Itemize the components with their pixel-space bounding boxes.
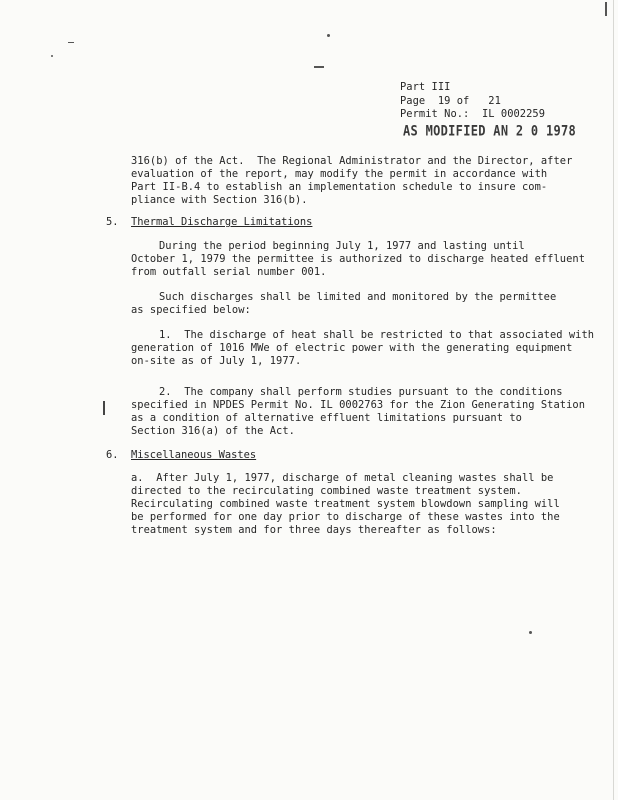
modified-stamp: AS MODIFIED AN 2 0 1978 <box>403 122 577 140</box>
scan-speck <box>529 631 532 634</box>
scan-speck <box>68 42 74 43</box>
page-header <box>400 81 545 122</box>
list-item-line: 1. The discharge of heat shall be restricted to that associated with <box>159 329 595 341</box>
list-item-line: as a condition of alternative effluent limitations pursuant to <box>131 412 522 424</box>
intro-line: pliance with Section 316(b). <box>131 194 308 206</box>
paragraph-line: Recirculating combined waste treatment system blowdown sampling will <box>131 498 560 510</box>
header-part: Part III <box>400 81 451 93</box>
section-title: Thermal Discharge Limitations <box>131 216 313 228</box>
list-item-line: on-site as of July 1, 1977. <box>131 355 302 367</box>
paragraph-line: During the period beginning July 1, 1977 and lasting until <box>159 240 525 252</box>
paragraph-line: be performed for one day prior to discharge of these wastes into the <box>131 511 560 523</box>
paragraph-line: treatment system and for three days thereafter as follows: <box>131 524 497 536</box>
intro-line: Part II-B.4 to establish an implementation schedule to insure com- <box>131 181 548 193</box>
paragraph-line: as specified below: <box>131 304 251 316</box>
list-item-line: specified in NPDES Permit No. IL 0002763 for the Zion Generating Station <box>131 399 586 411</box>
scan-speck <box>327 34 330 37</box>
scan-speck <box>51 55 53 57</box>
margin-mark <box>103 401 105 415</box>
intro-line: 316(b) of the Act. The Regional Administrator and the Director, after <box>131 155 573 167</box>
header-permit-number: Permit No.: IL 0002259 <box>400 108 546 120</box>
paragraph-line: from outfall serial number 001. <box>131 266 327 278</box>
paragraph-line: a. After July 1, 1977, discharge of metal cleaning wastes shall be <box>131 472 554 484</box>
paragraph-line: Such discharges shall be limited and monitored by the permittee <box>159 291 557 303</box>
section-number: 6. <box>106 449 119 461</box>
list-item-line: Section 316(a) of the Act. <box>131 425 295 437</box>
scan-speck <box>605 2 607 16</box>
scan-speck <box>314 66 324 68</box>
paragraph-line: directed to the recirculating combined waste treatment system. <box>131 485 522 497</box>
header-page-number: Page 19 of 21 <box>400 94 501 107</box>
intro-line: evaluation of the report, may modify the permit in accordance with <box>131 168 548 180</box>
section-number: 5. <box>106 216 119 228</box>
section-title: Miscellaneous Wastes <box>131 449 257 461</box>
list-item-line: generation of 1016 MWe of electric power with the generating equipment <box>131 342 573 354</box>
list-item-line: 2. The company shall perform studies pursuant to the conditions <box>159 386 563 398</box>
paragraph-line: October 1, 1979 the permittee is authorized to discharge heated effluent <box>131 253 586 265</box>
scan-edge-line <box>613 0 614 800</box>
